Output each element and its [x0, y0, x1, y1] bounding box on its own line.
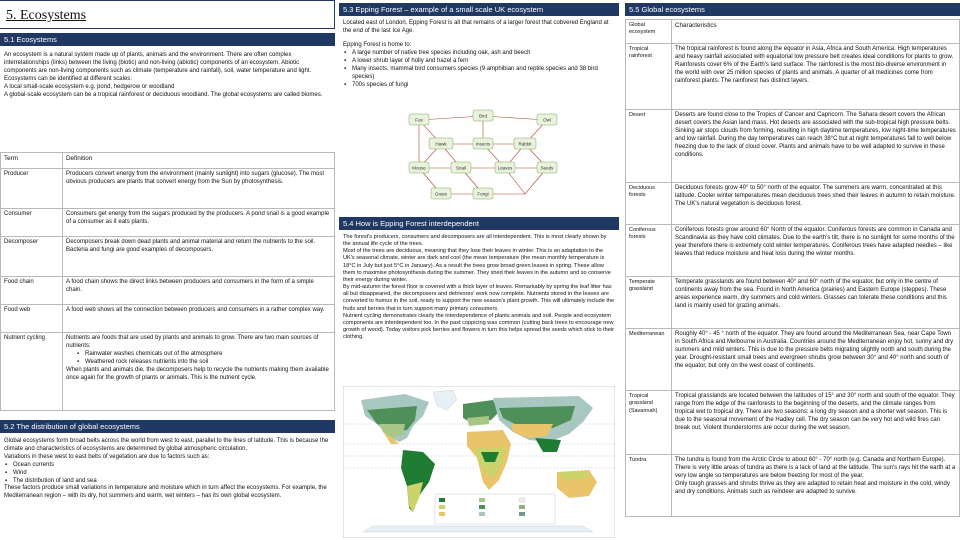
section-5-4-heading: 5.4 How is Epping Forest interdependent: [339, 217, 619, 230]
section-5-2-heading: 5.2 The distribution of global ecosystems: [0, 420, 335, 433]
table-row: [1, 277, 335, 305]
term-cell: Food chain: [1, 277, 63, 305]
definition-header: Definition: [63, 153, 335, 169]
section-5-3-heading: 5.3 Epping Forest – example of a small scale UK ecosystem: [339, 3, 619, 16]
node-label: Owl: [543, 117, 551, 123]
node-label: Fungi: [477, 191, 489, 197]
ecosystem-characteristics: Tropical grasslands are located between the latitudes of 15° and 30° north and south of the equator. They range from the edge of the rainforests to the beginning of the deserts, and the climate ranges from tropical wet to tropical dry. There are two seasons: a long dry season and a shorter wet season. This is due to the seasonal movement of the Hadley cell. The dry season can be very hot and wild fires can break out. Violent thunderstorms are occur during the wet season.: [672, 391, 960, 455]
interdependent-p4: Nutrient cycling demonstrates clearly the interdependence of plants animals and soil. People and ecosystem components are interdependent too. In the past coppicing was common (cutting back trees to encourage new growth of wood). Today visitors pick berries and flowers in turn this helps spread the seeds which stick to their clothing.: [343, 312, 615, 341]
table-row: [626, 277, 960, 329]
column-global-ecosystems: [625, 0, 960, 540]
ecosystem-name: Desert: [626, 110, 672, 183]
table-row: [1, 333, 335, 411]
section-5-5-heading: 5.5 Global ecosystems: [625, 3, 960, 16]
legend-swatch-rainforest: [439, 498, 445, 502]
ecosystem-name: Temperate grassland: [626, 277, 672, 329]
nutrient-source: ▪ Weathered rock releases nutrients into the soil: [76, 359, 331, 367]
legend-swatch-tundra: [479, 512, 485, 516]
definition-cell: Decomposers break down dead plants and animal material and return the nutrients to the soil. Bacteria and fungi are good examples of decomposers.: [63, 237, 335, 277]
factor-item: ▪ The distribution of land and sea: [4, 478, 332, 486]
legend-swatch-mountain: [519, 512, 525, 516]
column-ecosystems: [0, 0, 335, 540]
nutrient-outro: When plants and animals die, the decomposers help to recycle the nutrients making them available once again for the growth of plants or animals. This is the nutrient cycle.: [66, 366, 329, 381]
table-row: [626, 455, 960, 517]
node-label: Snail: [455, 165, 467, 171]
node-label: Seeds: [540, 165, 554, 171]
world-biome-map: [343, 386, 615, 538]
species-item: ▪ A large number of native tree species including oak, ash and beech: [343, 50, 615, 58]
definition-cell: A food chain shows the direct links between producers and consumers in the form of a simple chain.: [63, 277, 335, 305]
species-item: ▪ 700s species of fungi: [343, 82, 615, 90]
food-web-arrows: [419, 113, 547, 194]
map-legend-box: [435, 494, 555, 524]
ecosystem-characteristics: Deciduous forests grow 40° to 50° north of the equator. The summers are warm, concentrated at this latitude. Cooler winter temperatures mean deciduous trees shed their leaves in autumn to retain moisture. The UK's natural vegetation is deciduous forest.: [672, 183, 960, 225]
definition-cell: Consumers get energy from the sugars produced by the producers. A pond snail is a good example of a consumer as it eats plants.: [63, 209, 335, 237]
definition-cell: A food web shows all the connection between producers and consumers in a rather complex way.: [63, 305, 335, 333]
definition-cell: Producers convert energy from the environment (mainly sunlight) into sugars (glucose). The most obvious producers are plants that convert energy from the Sun by photosynthesis.: [63, 169, 335, 209]
term-cell: Decomposer: [1, 237, 63, 277]
node-label: Hawk: [435, 141, 447, 147]
term-cell: Producer: [1, 169, 63, 209]
node-label: Mouse: [412, 165, 426, 171]
legend-swatch-savannah: [439, 505, 445, 509]
definition-cell: [63, 333, 335, 411]
node-label: Leaves: [497, 165, 513, 171]
node-label: Rabbit: [518, 141, 532, 147]
column-epping-forest: [339, 0, 619, 540]
interdependent-p2: Most of the trees are deciduous, meaning that they lose their leaves in winter. This is an adaptation to the UK's seasonal climate, winter are dark and cool (the mean temperature (the mean monthly temperature is 18°C in July but just 5°C in January). As a result the trees grow broad green leaves in spring. These allow them to maximise photosynthesis during the summer. They shed their leaves in the autumn and so conserve their energy during winter.: [343, 248, 611, 283]
section-5-1-heading: 5.1 Ecosystems: [0, 33, 335, 46]
ecosystem-header: Global ecosystem: [626, 20, 672, 44]
scale-item: A global-scale ecosystem can be a tropical rainforest or deciduous woodland. The global ecosystems are called biomes.: [4, 91, 323, 98]
ecosystem-name: Deciduous forests: [626, 183, 672, 225]
table-row: [626, 225, 960, 277]
legend-swatch-desert: [439, 512, 445, 516]
table-row: [1, 169, 335, 209]
ecosystem-characteristics: The tropical rainforest is found along the equator in Asia, Africa and South America. High temperatures and heavy rainfall associated with equatorial low pressure belt creates ideal conditions for plants to grow. Rainforests cover 6% of the Earth's land surface. The rainforest is the most bio-diverse environment in the world with over 25 million species of plants and animals. A quarter of all medicines come from rainforest plants. The rainforest has distinct layers.: [672, 44, 960, 110]
section-5-1-intro: [4, 52, 332, 99]
species-item: ▪ A lower shrub layer of holly and hazel a fern: [343, 58, 615, 66]
epping-home-list: [343, 42, 615, 89]
table-row: [1, 237, 335, 277]
global-ecosystems-table: [625, 19, 960, 517]
nutrient-source: ▪ Rainwater washes chemicals out of the atmosphere: [76, 351, 331, 359]
node-label: Grass: [434, 191, 448, 197]
epping-intro: Located east of London, Epping Forest is all that remains of a larger forest that cobvered England at the end of the last Ice Age.: [343, 20, 609, 34]
epping-home-to: Epping Forest is home to:: [343, 42, 412, 48]
section-5-2-body: [4, 438, 332, 501]
species-item: ▪ Many insects, mammal bird consumers species (9 amphibian and reptile species and 38 bird species): [343, 66, 615, 82]
map-antarctica-ice: [363, 526, 593, 532]
characteristics-header: Characteristics: [672, 20, 960, 44]
ecosystem-name: Mediterranean: [626, 329, 672, 391]
nutrient-intro: Nutrients are foods that are used by plants and animals to grow. There are two main sources of nutrients:: [66, 335, 319, 349]
table-row: [626, 110, 960, 183]
food-web-diagram: [399, 102, 567, 210]
term-cell: Food web: [1, 305, 63, 333]
legend-swatch-mediterranean: [519, 505, 525, 509]
term-cell: Nutrient cycling: [1, 333, 63, 411]
legend-swatch-temperate: [479, 498, 485, 502]
distribution-p3: These factors produce small variations in temperature and moisture which in turn affect the ecosystems. For example, the Mediterranean region – with its dry, hot summers and warm, wet winters – has its own global ecosystem.: [4, 485, 327, 500]
distribution-p2: Variations in these west to east belts of vegetation are due to factors such as:: [4, 453, 210, 460]
ecosystem-characteristics: Coniferous forests grow around 60° North of the equator. Coniferous forests are common in Canada and Scandinavia as they have cold climates. Due to the earth's tilt, there is no sunlight for some months of the year therefore there is extremely cold winter temperatures. Coniferous trees have adapted needles – like leaves that reduce moisture and heat loss during the winter months.: [672, 225, 960, 277]
table-row: [626, 44, 960, 110]
interdependent-p1: The forest's producers, consumers and decomposers are all interdependent. This is most clearly shown by the annual life cycle of the trees.: [343, 234, 607, 248]
section-5-4-body: [343, 234, 615, 341]
ecosystem-name: Tropical grassland (Savannah): [626, 391, 672, 455]
distribution-factors: [4, 462, 332, 486]
term-header: Term: [1, 153, 63, 169]
node-label: Insects: [475, 141, 491, 147]
ecosystem-characteristics: Roughly 40° - 45 ° north of the equator. They are found around the Mediterranean Sea, near Cape Town in South Africa and Melbourne in Australia. Countries around the Mediterranean enjoy hot, sunny and dry summers and mild winters. This is due to the pressure belts migrating slightly north and south during the year. Drought-resistant small trees and evergreen shrubs grow between 30° and 40° north and south of the equator, but only on the west coast of continents.: [672, 329, 960, 391]
scale-item: A local small-scale ecosystem e.g. pond, hedgerow or woodland: [4, 83, 175, 90]
table-row: [626, 329, 960, 391]
ecosystem-definition: An ecosystem is a natural system made up of plants, animals and the environment. There are often complex interrelationships (links) between the living (biotic) and non-living (abiotic) components of an ecosystem. Abiotic components are non-living components such as climate (temperature and rainfall), soil, water temperature and light. Ecosystems can be identified at different scales:: [4, 52, 312, 82]
ecosystem-name: Coniferous forests: [626, 225, 672, 277]
ecosystem-characteristics: Deserts are found close to the Tropics of Cancer and Capricorn. The Sahara desert covers the African desert covers the Asian land mass. Hot deserts are associated with the sub-tropical high pressure belts. Sinking air stops clouds from forming, resulting in high daytime temperatures, low night-time temperatures and low rainfall. During the day temperatures can reach 38°C but at night temperatures fall to well below freezing due to the lack of cloud cover. Plants and animals have to be well adapted to survive in these conditions.: [672, 110, 960, 183]
distribution-p1: Global ecosystems form broad belts across the world from west to east, parallel to the lines of latitude. This is because the climate and characteristics of ecosystems are determined by global atmospheric circulation.: [4, 438, 329, 452]
ecosystem-characteristics: The tundra is found from the Arctic Circle to about 60° - 70° north (e.g. Canada and Northern Europe). There is very little areas of tundra as there is a lack of land at the latitude. The sun's rays hit the earth at a very low angle so temperatures are below freezing for most of the year. Only tough grasses and shrubs thrive as they are adapted to retain heat and moisture in the cold, windy and dry conditions. Animals such as reindeer are adapted to survive.: [672, 455, 960, 517]
table-row: [1, 209, 335, 237]
page-title: 5. Ecosystems: [6, 8, 87, 23]
ecosystem-characteristics: Temperate grasslands are found between 40° and 60° north of the equator, but only in the centre of continents away from the sea. Found in North America (prairies) and Eastern Europe (steppes). These areas experience warm, dry summers and cold winters. Grasses can tolerate these conditions and this land is mainly used for grazing animals.: [672, 277, 960, 329]
node-label: Fox: [415, 117, 423, 123]
node-label: Bird: [478, 113, 488, 119]
table-row: [1, 305, 335, 333]
table-row: [626, 183, 960, 225]
ecosystem-name: Tropical rainforest: [626, 44, 672, 110]
global-table-header: [626, 20, 960, 44]
nutrient-sources: [66, 351, 331, 367]
factor-item: ▪ Ocean currents: [4, 462, 332, 470]
page-title-box: [0, 0, 335, 29]
interdependent-p3: By mid-autumn the forest floor is covered with a thick layer of leaves. Remarkably by spring the leaf litter has all but disappeared, the decomposers and detrivores' work now complete. Nutrients stored in the leaves are converted to humus in the soil, ready to support the new season's plant growth. This will ultimately include the fruits and berries that in turn support many primary consumers.: [343, 284, 615, 312]
terms-table: [0, 152, 335, 411]
term-cell: Consumer: [1, 209, 63, 237]
map-legend: [435, 494, 555, 524]
table-row: [626, 391, 960, 455]
factor-item: ▪ Wind: [4, 470, 332, 478]
legend-swatch-coniferous: [479, 505, 485, 509]
terms-table-header: [1, 153, 335, 169]
ecosystem-name: Tundra: [626, 455, 672, 517]
epping-species: [343, 50, 615, 90]
legend-swatch-ice: [519, 498, 525, 502]
